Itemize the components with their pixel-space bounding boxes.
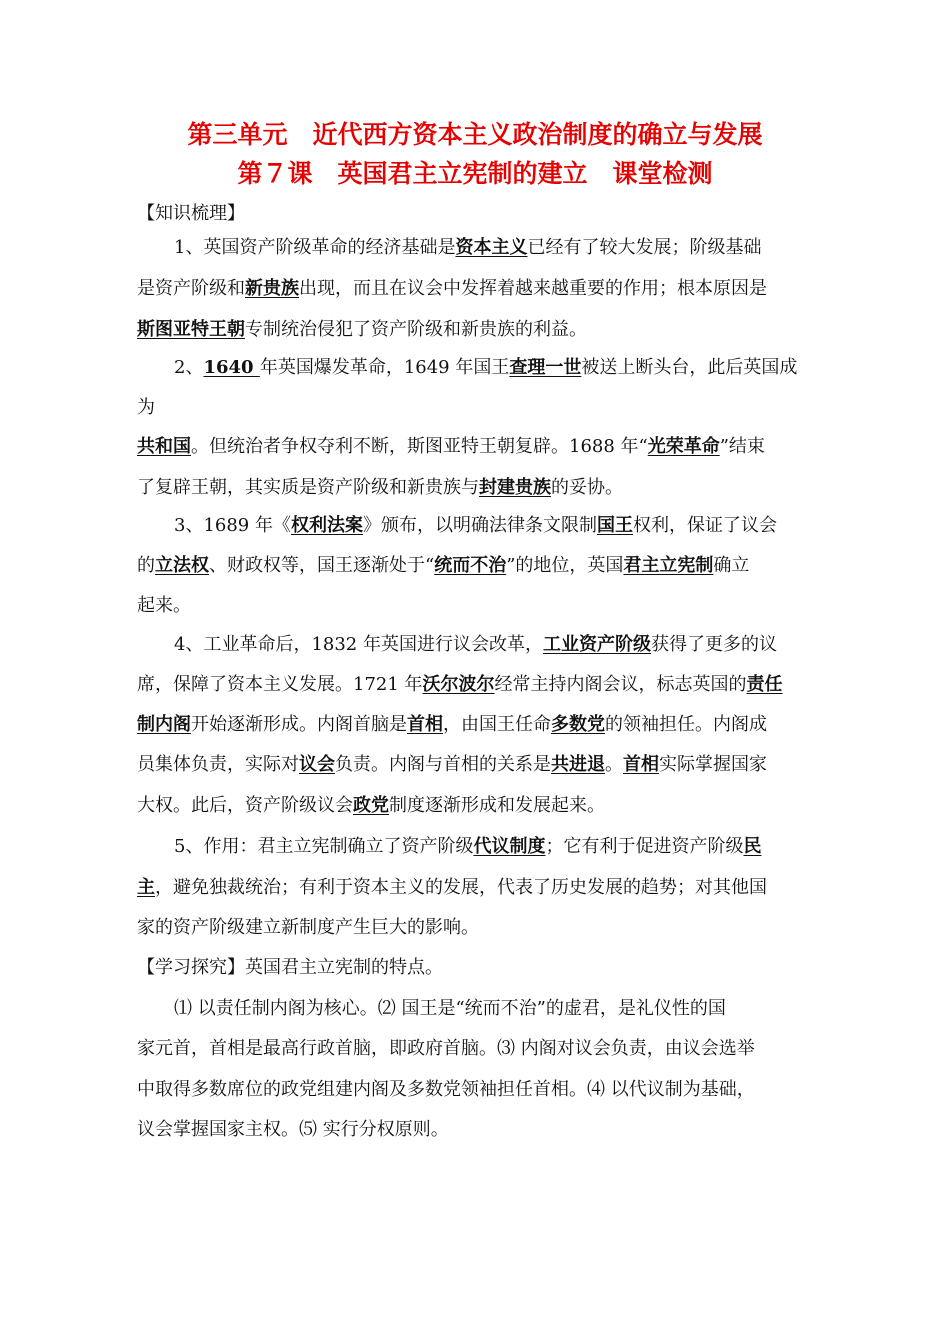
knowledge-item-3-line (174, 513, 777, 539)
text-segment: 1、英国资产阶级革命的经济基础是 (174, 237, 456, 258)
answer-term: 代议制度 (473, 836, 546, 857)
knowledge-item-5-line (174, 834, 761, 860)
answer-term: 光荣革命 (647, 436, 720, 457)
text-segment: 经常主持内阁会议，标志英国的 (494, 674, 747, 695)
answer-term: 新贵族 (245, 278, 299, 299)
section-header-explore: 【学习探究】英国君主立宪制的特点。 (137, 957, 443, 978)
answer-term: 沃尔波尔 (422, 674, 495, 695)
text-segment: 年英国爆发革命，1649 年国王 (259, 357, 510, 378)
knowledge-item-1-line (137, 317, 587, 343)
knowledge-item-3-line (137, 593, 191, 619)
explore-line: 议会掌握国家主权。⑸ 实行分权原则。 (137, 1119, 449, 1140)
text-segment: 5、作用：君主立宪制确立了资产阶级 (174, 836, 474, 857)
text-segment: 已经有了较大发展；阶级基础 (527, 237, 762, 258)
section-header-knowledge: 【知识梳理】 (137, 203, 245, 224)
unit-title: 第三单元 近代西方资本主义政治制度的确立与发展 (187, 120, 763, 149)
text-segment: 的 (137, 555, 155, 576)
text-segment: 席，保障了资本主义发展。1721 年 (137, 674, 423, 695)
answer-term: 制内阁 (137, 714, 191, 735)
text-segment: 3、1689 年《 (174, 515, 291, 536)
knowledge-item-4-line (137, 793, 605, 819)
lesson-title: 第７课 英国君主立宪制的建立 课堂检测 (237, 159, 713, 188)
explore-line: 中取得多数席位的政党组建内阁及多数党领袖担任首相。⑷ 以代议制为基础， (137, 1079, 755, 1100)
text-segment: ；它有利于促进资产阶级 (545, 836, 744, 857)
text-segment: 被送上断头台，此后英国成 (581, 357, 798, 378)
text-segment: 大权。此后，资产阶级议会 (137, 795, 353, 816)
answer-term: 查理一世 (509, 357, 582, 378)
answer-term: 1640 (203, 357, 260, 378)
text-segment: 的领袖担任。内阁成 (605, 714, 767, 735)
text-segment: 。但统治者争权夺利不断，斯图亚特王朝复辟。1688 年“ (191, 436, 648, 457)
answer-term: 统而不治 (434, 555, 507, 576)
text-segment: 》颁布，以明确法律条文限制 (362, 515, 597, 536)
answer-term: 斯图亚特王朝 (137, 319, 245, 340)
text-segment: 确立 (713, 555, 750, 576)
text-segment: 制度逐渐形成和发展起来。 (389, 795, 605, 816)
text-segment: ”的地位，英国 (506, 555, 624, 576)
answer-term: 议会 (299, 754, 335, 775)
answer-term: 主 (137, 877, 155, 898)
text-segment: 出现，而且在议会中发挥着越来越重要的作用；根本原因是 (299, 278, 767, 299)
answer-term: 君主立宪制 (623, 555, 714, 576)
text-segment: 家的资产阶级建立新制度产生巨大的影响。 (137, 917, 479, 938)
answer-term: 共进退 (551, 754, 605, 775)
text-segment: 起来。 (137, 595, 191, 616)
explore-line: 家元首，首相是最高行政首脑，即政府首脑。⑶ 内阁对议会负责，由议会选举 (137, 1038, 755, 1059)
answer-term: 国王 (596, 515, 633, 536)
text-segment: 、财政权等，国王逐渐处于“ (209, 555, 435, 576)
text-segment: 2、 (174, 357, 204, 378)
text-segment: ，避免独裁统治；有利于资本主义的发展，代表了历史发展的趋势；对其他国 (155, 877, 767, 898)
answer-term: 政党 (353, 795, 389, 816)
text-segment: 4、工业革命后，1832 年英国进行议会改革， (174, 634, 543, 655)
knowledge-item-2-line (137, 434, 765, 460)
text-segment: 了复辟王朝，其实质是资产阶级和新贵族与 (137, 477, 479, 498)
knowledge-item-4-line (137, 752, 767, 778)
answer-term: 首相 (623, 754, 659, 775)
answer-term: 共和国 (137, 436, 191, 457)
knowledge-item-5-line (137, 875, 767, 901)
text-segment: 是资产阶级和 (137, 278, 245, 299)
answer-term: 多数党 (551, 714, 605, 735)
text-segment: 实际掌握国家 (659, 754, 767, 775)
knowledge-item-2-line (174, 355, 797, 381)
text-segment: ”结束 (719, 436, 765, 457)
text-segment: 负责。内阁与首相的关系是 (335, 754, 551, 775)
text-segment: ，由国王任命 (443, 714, 551, 735)
text-segment: 为 (137, 397, 155, 418)
text-segment: 权利，保证了议会 (632, 515, 777, 536)
text-segment: 员集体负责，实际对 (137, 754, 299, 775)
answer-term: 封建贵族 (479, 477, 551, 498)
answer-term: 资本主义 (455, 237, 528, 258)
explore-line: ⑴ 以责任制内阁为核心。⑵ 国王是“统而不治”的虚君，是礼仪性的国 (174, 998, 726, 1019)
text-segment: 的妥协。 (551, 477, 623, 498)
text-segment: 专制统治侵犯了资产阶级和新贵族的利益。 (245, 319, 587, 340)
text-segment: 开始逐渐形成。内阁首脑是 (191, 714, 407, 735)
answer-term: 工业资产阶级 (542, 634, 651, 655)
knowledge-item-3-line (137, 553, 749, 579)
answer-term: 权利法案 (290, 515, 363, 536)
answer-term: 民 (743, 836, 762, 857)
knowledge-item-2-line (137, 475, 623, 501)
knowledge-item-1-line (174, 235, 761, 261)
answer-term: 责任 (746, 674, 783, 695)
knowledge-item-1-line (137, 276, 767, 302)
text-segment: 获得了更多的议 (650, 634, 777, 655)
knowledge-item-5-line (137, 915, 479, 941)
answer-term: 首相 (407, 714, 443, 735)
knowledge-item-4-line (137, 672, 783, 698)
answer-term: 立法权 (155, 555, 209, 576)
knowledge-item-4-line (174, 632, 777, 658)
text-segment: 。 (605, 754, 623, 775)
knowledge-item-4-line (137, 712, 767, 738)
knowledge-item-2-line (137, 395, 155, 421)
